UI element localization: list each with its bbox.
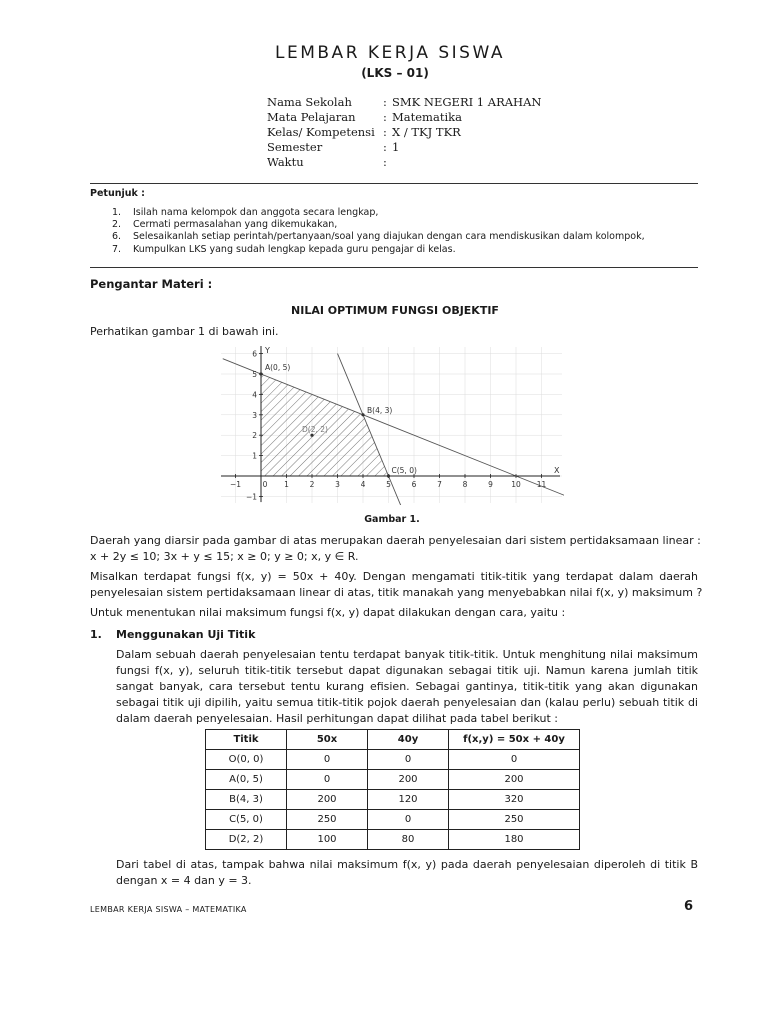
feasible-region-graph (219, 343, 564, 505)
table-cell: 180 (449, 830, 580, 850)
graph-point (259, 372, 262, 375)
info-block (267, 95, 541, 170)
instruction-number: 6. (112, 231, 122, 243)
table-cell: C(5, 0) (206, 810, 287, 830)
paragraph-function (90, 569, 703, 601)
x-tick-label: 0 (262, 480, 268, 489)
divider-top (90, 183, 698, 184)
table-row (206, 770, 580, 790)
y-tick-label: 3 (252, 410, 257, 420)
info-value: X / TKJ TKR (392, 125, 461, 139)
info-row-time (267, 155, 541, 170)
table-row (206, 810, 580, 830)
table-cell: 320 (449, 790, 580, 810)
info-row-subject (267, 110, 541, 125)
info-label: Waktu (267, 155, 304, 169)
table-header-row (206, 730, 580, 750)
table-header-cell: 50x (287, 730, 368, 750)
x-axis-label: X (554, 466, 560, 475)
instruction-number: 2. (112, 219, 122, 231)
table-cell: O(0, 0) (206, 750, 287, 770)
info-colon: : (383, 95, 387, 109)
paragraph-region (90, 533, 701, 565)
x-tick-label: 5 (386, 480, 391, 489)
paragraph-line: Dari tabel di atas, tampak bahwa nilai maksimum f(x, y) pada daerah penyelesaian diperoleh di titik B (116, 858, 698, 871)
info-colon: : (383, 125, 387, 139)
paragraph-line: Daerah yang diarsir pada gambar di atas merupakan daerah penyelesaian dari sistem pertidaksamaan linear : (90, 534, 701, 547)
subsection-number: 1. (90, 628, 102, 641)
y-tick-label: 1 (252, 451, 257, 461)
section-title: NILAI OPTIMUM FUNGSI OBJEKTIF (291, 304, 499, 317)
y-axis-label: Y (265, 346, 270, 355)
paragraph-line: penyelesaian sistem pertidaksamaan linear di atas, titik manakah yang menyebabkan nilai f(x, y) maksimum ? (90, 586, 703, 599)
info-label: Mata Pelajaran (267, 110, 356, 124)
table-cell: 100 (287, 830, 368, 850)
intro-text: Perhatikan gambar 1 di bawah ini. (90, 325, 279, 338)
table-cell: 0 (368, 810, 449, 830)
info-row-class (267, 125, 541, 140)
table-cell: 200 (368, 770, 449, 790)
y-tick-label: 4 (252, 390, 257, 400)
table-cell: 200 (287, 790, 368, 810)
info-value: 1 (392, 140, 400, 154)
divider-middle (90, 267, 698, 268)
x-tick-label: 7 (437, 480, 442, 489)
table-cell: A(0, 5) (206, 770, 287, 790)
instruction-item (112, 244, 645, 256)
paragraph-line: Misalkan terdapat fungsi f(x, y) = 50x + 40y. Dengan mengamati titik-titik yang terdapat dalam daerah (90, 570, 698, 583)
material-heading: Pengantar Materi : (90, 277, 213, 291)
x-tick-label: 1 (284, 480, 289, 489)
table-cell: 250 (287, 810, 368, 830)
x-tick-label: −1 (229, 480, 242, 489)
graph-point-label: B(4, 3) (367, 405, 393, 415)
y-tick-label: −1 (245, 492, 257, 502)
info-label: Nama Sekolah (267, 95, 352, 109)
info-label: Kelas/ Kompetensi (267, 125, 375, 139)
info-colon: : (383, 155, 387, 169)
table-cell: 0 (287, 750, 368, 770)
paragraph-line: sebagai titik uji dipilih, yaitu semua titik-titik pojok daerah penyelesaian dan (kalau perlu) sebuah titik di (116, 696, 698, 709)
graph-point-label: A(0, 5) (265, 363, 291, 372)
instruction-text: Cermati permasalahan yang dikemukakan, (133, 219, 338, 231)
paragraph-line: x + 2y ≤ 10; 3x + y ≤ 15; x ≥ 0; y ≥ 0; x, y ∈ R. (90, 550, 359, 563)
instruction-item (112, 231, 645, 243)
x-tick-label: 4 (360, 480, 366, 489)
paragraph-test-point (116, 647, 698, 727)
page-number: 6 (684, 899, 694, 914)
graph-point-label: D(2, 2) (302, 425, 328, 435)
paragraph-line: fungsi f(x, y), seluruh titik-titik tersebut dapat digunakan sebagai titik uji. Namun karena jumlah titik (116, 664, 698, 677)
table-header-cell: 40y (368, 730, 449, 750)
table-header-cell: Titik (206, 730, 287, 750)
info-value: SMK NEGERI 1 ARAHAN (392, 95, 542, 109)
y-tick-label: 2 (252, 431, 257, 441)
document-subtitle: (LKS – 01) (361, 66, 429, 80)
y-tick-label: 6 (252, 349, 257, 359)
y-tick-label: 5 (252, 370, 257, 379)
info-row-school (267, 95, 541, 110)
table-cell: 80 (368, 830, 449, 850)
table-cell: 120 (368, 790, 449, 810)
document-title: LEMBAR KERJA SISWA (275, 43, 505, 63)
figure-caption: Gambar 1. (364, 514, 420, 525)
test-point-table (205, 729, 580, 850)
paragraph-line: dalam daerah penyelesaian. Hasil perhitungan dapat dilihat pada tabel berikut : (116, 712, 558, 725)
graph-point (361, 413, 364, 416)
paragraph-line: Dalam sebuah daerah penyelesaian tentu terdapat banyak titik-titik. Untuk menghitung nilai maksimum (116, 648, 698, 661)
instruction-item (112, 207, 645, 219)
info-colon: : (383, 110, 387, 124)
info-colon: : (383, 140, 387, 154)
instructions-heading: Petunjuk : (90, 188, 145, 199)
table-cell: 0 (368, 750, 449, 770)
table-cell: D(2, 2) (206, 830, 287, 850)
graph-point-label: C(5, 0) (391, 466, 417, 475)
table-row (206, 790, 580, 810)
instruction-number: 7. (112, 243, 122, 255)
table-header-cell: f(x,y) = 50x + 40y (449, 730, 580, 750)
paragraph-line: dengan x = 4 dan y = 3. (116, 874, 252, 887)
table-row (206, 830, 580, 850)
instructions-list (112, 207, 645, 256)
instruction-text: Selesaikanlah setiap perintah/pertanyaan/soal yang diajukan dengan cara mendiskusikan dalam kolompok, (133, 231, 645, 243)
x-tick-label: 10 (511, 480, 521, 489)
table-row (206, 750, 580, 770)
table-cell: 0 (449, 750, 580, 770)
instruction-item (112, 219, 645, 231)
x-tick-label: 11 (536, 480, 547, 489)
y-tick-labels (246, 350, 263, 502)
x-tick-label: 2 (309, 480, 315, 489)
table-cell: B(4, 3) (206, 790, 287, 810)
subsection-title: Menggunakan Uji Titik (116, 628, 256, 641)
info-label: Semester (267, 140, 323, 154)
instruction-text: Isilah nama kelompok dan anggota secara lengkap, (133, 207, 379, 218)
instruction-number: 1. (112, 207, 122, 218)
info-row-semester (267, 140, 541, 155)
info-value: Matematika (392, 110, 462, 124)
paragraph-method: Untuk menentukan nilai maksimum fungsi f(x, y) dapat dilakukan dengan cara, yaitu : (90, 606, 566, 619)
paragraph-line: sangat banyak, cara tersebut tentu kurang efisien. Sebagai gantinya, titik-titik yang akan digunakan (116, 680, 698, 693)
table-cell: 200 (449, 770, 580, 790)
x-tick-label: 6 (411, 480, 417, 489)
paragraph-conclusion (116, 857, 698, 889)
table-cell: 250 (449, 810, 580, 830)
table-cell: 0 (287, 770, 368, 790)
x-tick-label: 3 (335, 480, 340, 489)
x-tick-label: 8 (462, 480, 468, 489)
instruction-text: Kumpulkan LKS yang sudah lengkap kepada guru pengajar di kelas. (133, 243, 456, 255)
graph-point (387, 474, 390, 477)
footer-text: LEMBAR KERJA SISWA – MATEMATIKA (90, 905, 247, 914)
x-tick-label: 9 (488, 480, 493, 489)
